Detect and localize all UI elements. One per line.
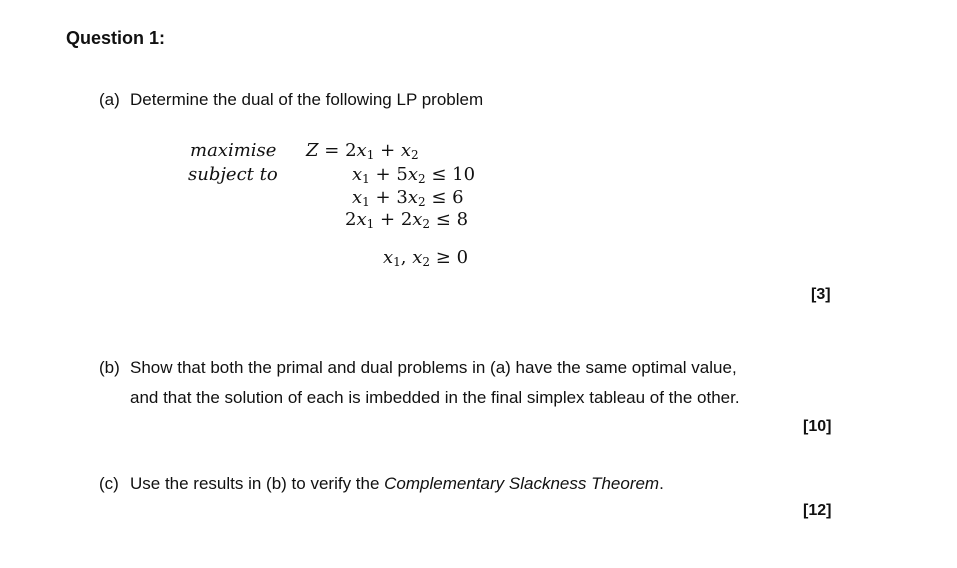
constraint-keyword: subject to	[188, 164, 278, 185]
theorem-name: Complementary Slackness Theorem	[384, 474, 660, 493]
part-c-label: (c)	[99, 474, 119, 493]
part-c-text: Use the results in (b) to verify the Complementary Slackness Theorem.	[130, 474, 664, 493]
constraint-2: $x_1 + 3x_2 \le 6$	[352, 187, 464, 209]
objective-keyword: maximise	[190, 140, 277, 161]
constraint-3: $2x_1 + 2x_2 \le 8$	[345, 209, 469, 231]
part-b-mark: [10]	[803, 418, 832, 435]
objective-function: $Z = 2x_1 + x_2$	[306, 140, 419, 162]
part-c-mark: [12]	[803, 502, 832, 519]
part-b-line-1: Show that both the primal and dual problems in (a) have the same optimal value,	[130, 358, 737, 377]
constraint-1: $x_1 + 5x_2 \le 10$	[352, 164, 476, 186]
part-a-text: Determine the dual of the following LP problem	[130, 90, 484, 109]
question-title: Question 1:	[66, 28, 166, 48]
part-b-label: (b)	[99, 358, 120, 377]
part-b-line-2: and that the solution of each is imbedded in the final simplex tableau of the other.	[130, 388, 740, 407]
part-a-mark: [3]	[811, 286, 831, 303]
nonnegativity-constraint: $x_1$, $x_2 \ge 0$	[383, 247, 469, 269]
part-a-label: (a)	[99, 90, 120, 109]
